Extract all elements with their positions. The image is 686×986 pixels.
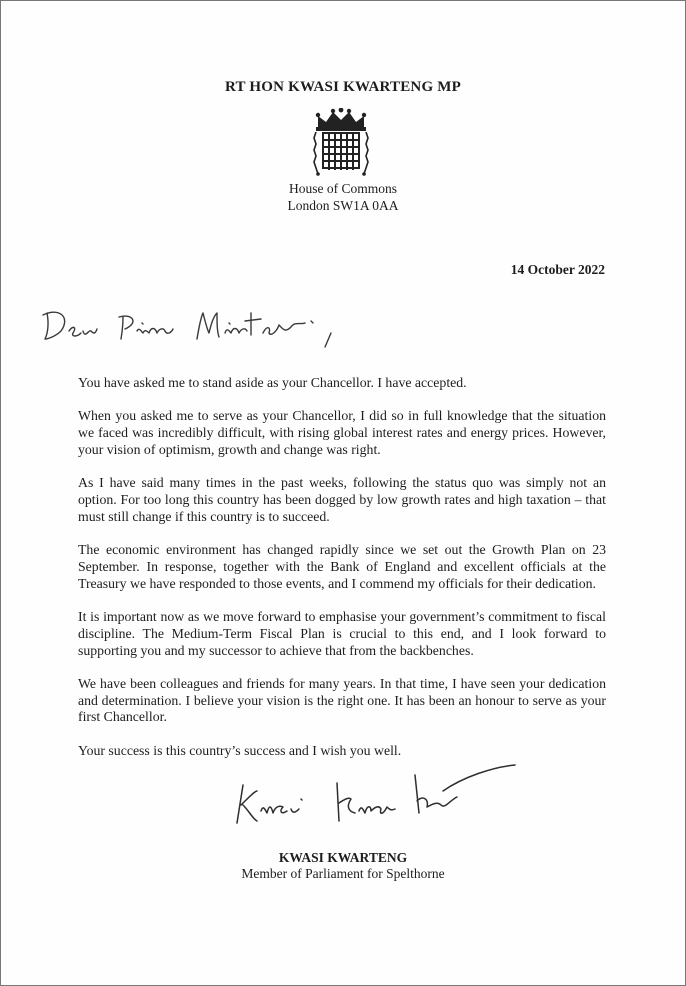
body-paragraph: When you asked me to serve as your Chancellor, I did so in full knowledge that the situation we faced was incredibly difficult, with rising global interest rates and energy prices. However, your vision of optimism, growth and change was right. <box>78 408 606 457</box>
signatory-role: Member of Parliament for Spelthorne <box>241 866 445 881</box>
letter-date: 14 October 2022 <box>510 262 605 277</box>
body-paragraph: Your success is this country’s success and I wish you well. <box>78 742 402 758</box>
body-paragraph: It is important now as we move forward to emphasise your government’s commitment to fiscal discipline. The Medium-Term Fiscal Plan is crucial to this end, and I look forward to supporting you and my successor to achieve that from the backbenches. <box>78 608 606 658</box>
address-line: London SW1A 0AA <box>287 198 399 213</box>
sender-title: RT HON KWASI KWARTENG MP <box>225 79 461 95</box>
address-line: House of Commons <box>289 181 397 196</box>
handwritten-signature <box>231 761 521 831</box>
body-paragraph: The economic environment has changed rapidly since we set out the Growth Plan on 23 September. In response, together with the Bank of England and excellent officials at the Treasury we have responded to those events, and I commend my officials for their dedication. <box>78 542 606 591</box>
signatory-name: KWASI KWARTENG <box>278 850 408 865</box>
portcullis-crown-icon <box>310 108 372 176</box>
body-paragraph: As I have said many times in the past weeks, following the status quo was simply not an option. For too long this country has been dogged by low growth rates and high taxation – that must still change if this country is to succeed. <box>78 475 606 524</box>
address-block <box>1 180 685 214</box>
handwritten-salutation <box>39 303 339 353</box>
body-paragraph: You have asked me to stand aside as your Chancellor. I have accepted. <box>78 375 467 390</box>
letter-body <box>78 375 606 776</box>
body-paragraph: We have been colleagues and friends for many years. In that time, I have seen your dedication and determination. I believe your vision is the right one. It has been an honour to serve as your first Chancellor. <box>78 675 606 725</box>
